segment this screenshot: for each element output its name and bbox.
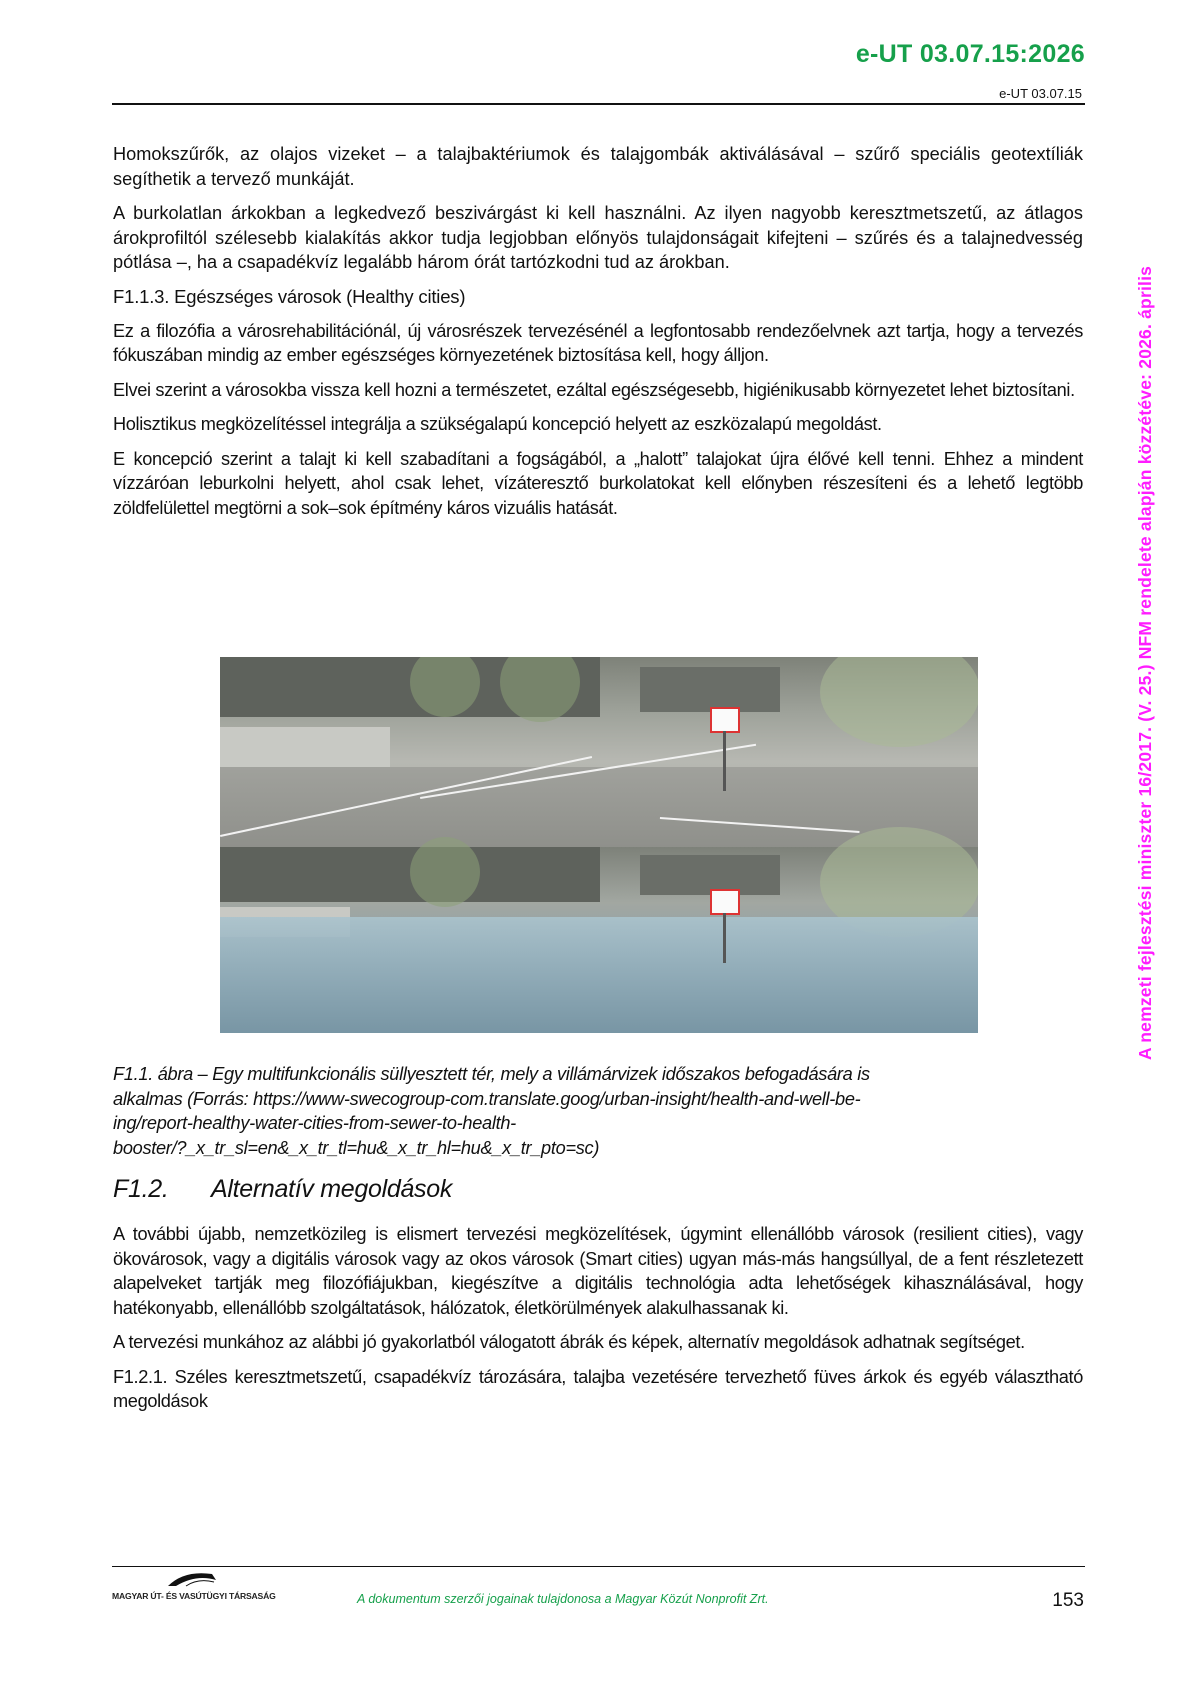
body-text-bottom bbox=[113, 1222, 1083, 1424]
paragraph-soil: E koncepció szerint a talajt ki kell szabadítani a fogságából, a „halott” talajokat újra élővé kell tenni. Ehhez a mindent vízzáróan leburkolni helyett, ahol csak lehet, vízáteresztő burkolatokat kell előnyben részesíteni és a lehető legtöbb zöldfelülettel megtörni a sok–sok építmény káros vizuális hatását. bbox=[113, 448, 1083, 518]
flood-water bbox=[220, 917, 978, 1033]
paragraph-approaches: A további újabb, nemzetközileg is elismert tervezési megközelítések, úgymint ellenállóbb városok (resilient cities), vagy ökovárosok, vagy a digitális városok vagy az okos városok (Smart cities) ugyan más-más hangsúllyal, de a fent részletezett alapelveket tartják meg filozófiájukban, kiegészítve a digitális technológia adta lehetőségek kihasználásával, hogy hatékonyabb, ellenállóbb szolgáltatások, hálózatok, életkörülmények alakulhassanak ki. bbox=[113, 1224, 1083, 1318]
heading-wide-ditches: F1.2.1. Széles keresztmetszetű, csapadékvíz tározására, talajba vezetésére tervezhető füves árkok és egyéb választható megoldások bbox=[113, 1366, 1083, 1411]
figure-caption bbox=[113, 1062, 1073, 1160]
header-divider bbox=[112, 103, 1085, 105]
society-logo bbox=[112, 1568, 282, 1608]
caption-line: ing/report-healthy-water-cities-from-sewer-to-health- bbox=[113, 1113, 516, 1133]
section-heading-alternatives bbox=[113, 1175, 452, 1204]
footer-divider bbox=[112, 1566, 1085, 1567]
publication-notice: A nemzeti fejlesztési miniszter 16/2017. (V. 25.) NFM rendelete alapján közzétéve: 2026. április bbox=[1135, 265, 1155, 1060]
copyright-notice: A dokumentum szerzői jogainak tulajdonosa a Magyar Közút Nonprofit Zrt. bbox=[357, 1592, 769, 1606]
page-number: 153 bbox=[1052, 1590, 1084, 1611]
body-text-top bbox=[113, 142, 1083, 530]
section-title: Alternatív megoldások bbox=[211, 1175, 453, 1203]
caption-line: F1.1. ábra – Egy multifunkcionális süllyesztett tér, mely a villámárvizek időszakos befogadására is bbox=[113, 1064, 870, 1084]
caption-line: booster/?_x_tr_sl=en&_x_tr_tl=hu&_x_tr_hl=hu&_x_tr_pto=sc) bbox=[113, 1137, 600, 1158]
paragraph-good-practice: A tervezési munkához az alábbi jó gyakorlatból válogatott ábrák és képek, alternatív megoldások adhatnak segítséget. bbox=[113, 1332, 1025, 1352]
figure-sunken-square bbox=[220, 657, 978, 1033]
document-code: e-UT 03.07.15:2026 bbox=[855, 40, 1085, 68]
basketball-hoop bbox=[710, 707, 740, 733]
paragraph-unpaved-ditches: A burkolatlan árkokban a legkedvező beszivárgást ki kell használni. Az ilyen nagyobb keresztmetszetű, az átlagos árokprofiltól szélesebb kialakítás akkor tudja legjobban előnyös tulajdonságait kifejteni – szűrés és a talajnedvesség pótlása –, ha a csapadékvíz legalább három órát tartózkodni tud az árokban. bbox=[113, 203, 1083, 272]
figure-panel-dry bbox=[220, 657, 978, 847]
paragraph-nature: Elvei szerint a városokba vissza kell hozni a természetet, ezáltal egészségesebb, higiénikusabb környezetet lehet biztosítani. bbox=[113, 379, 1075, 400]
figure-panel-flooded bbox=[220, 847, 978, 1033]
paragraph-holistic: Holisztikus megközelítéssel integrálja a szükségalapú koncepció helyett az eszközalapú megoldást. bbox=[113, 414, 882, 434]
document-subcode: e-UT 03.07.15 bbox=[999, 86, 1082, 101]
logo-text: MAGYAR ÚT- ÉS VASÚTÜGYI TÁRSASÁG bbox=[112, 1591, 276, 1601]
swoosh-logo-icon bbox=[166, 1570, 218, 1588]
paragraph-philosophy: Ez a filozófia a városrehabilitációnál, új városrészek tervezésénél a legfontosabb rendezőelvnek azt tartja, hogy a tervezés fókuszában mindig az ember egészséges környezetének biztosítása kell, hogy álljon. bbox=[113, 320, 1083, 365]
paragraph-sand-filters: Homokszűrők, az olajos vizeket – a talajbaktériumok és talajgombák aktiválásával – szűrő speciális geotextíliák segíthetik a tervező munkáját. bbox=[113, 144, 1083, 189]
section-number: F1.2. bbox=[113, 1175, 169, 1203]
caption-line: alkalmas (Forrás: https://www-swecogroup-com.translate.goog/urban-insight/health-and-well-be- bbox=[113, 1088, 861, 1109]
basketball-hoop-flooded bbox=[710, 889, 740, 915]
heading-healthy-cities: F1.1.3. Egészséges városok (Healthy cities) bbox=[113, 285, 466, 307]
